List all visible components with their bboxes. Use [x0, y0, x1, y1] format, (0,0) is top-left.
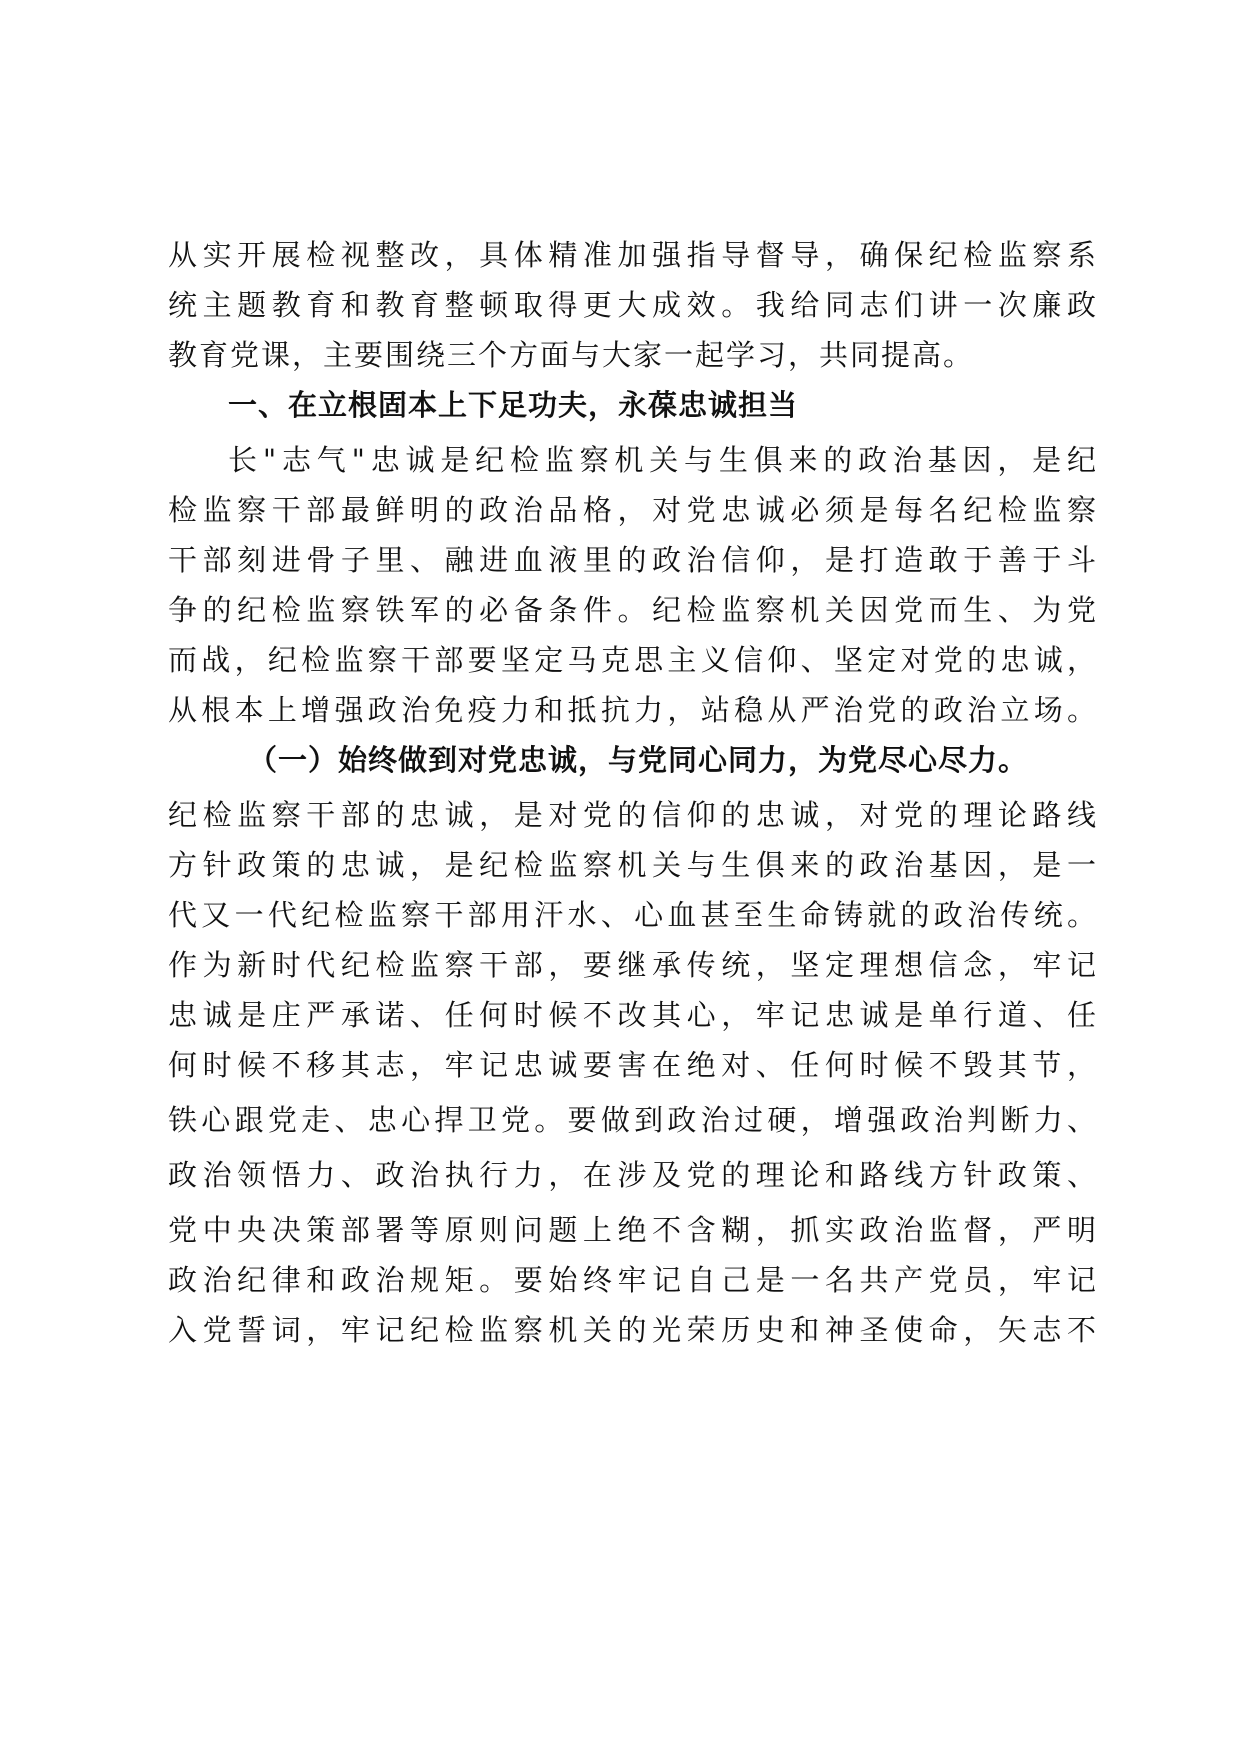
paragraph-3-line-7: 铁心跟党走、忠心捍卫党。要做到政治过硬，增强政治判断力、: [168, 1103, 1098, 1137]
paragraph-1-line-2: 统主题教育和教育整顿取得更大成效。我给同志们讲一次廉政: [168, 288, 1098, 322]
paragraph-3-line-9: 党中央决策部署等原则问题上绝不含糊，抓实政治监督，严明: [168, 1213, 1098, 1247]
paragraph-3-line-10: 政治纪律和政治规矩。要始终牢记自己是一名共产党员，牢记: [168, 1263, 1098, 1297]
section-heading-1: 一、在立根固本上下足功夫，永葆忠诚担当: [228, 388, 799, 422]
paragraph-2-line-3: 干部刻进骨子里、融进血液里的政治信仰，是打造敢于善于斗: [168, 543, 1098, 577]
paragraph-2-line-5: 而战，纪检监察干部要坚定马克思主义信仰、坚定对党的忠诚，: [168, 643, 1098, 677]
paragraph-3-line-2: 方针政策的忠诚，是纪检监察机关与生俱来的政治基因，是一: [168, 848, 1098, 882]
paragraph-3-line-8: 政治领悟力、政治执行力，在涉及党的理论和路线方针政策、: [168, 1158, 1098, 1192]
paragraph-2-line-1: 长"志气"忠诚是纪检监察机关与生俱来的政治基因，是纪: [228, 443, 1098, 477]
paragraph-2-line-4: 争的纪检监察铁军的必备条件。纪检监察机关因党而生、为党: [168, 593, 1098, 627]
paragraph-3-line-5: 忠诚是庄严承诺、任何时候不改其心，牢记忠诚是单行道、任: [168, 998, 1098, 1032]
paragraph-3-line-1: 纪检监察干部的忠诚，是对党的信仰的忠诚，对党的理论路线: [168, 798, 1098, 832]
paragraph-1-line-1: 从实开展检视整改，具体精准加强指导督导，确保纪检监察系: [168, 238, 1098, 272]
paragraph-2-line-2: 检监察干部最鲜明的政治品格，对党忠诚必须是每名纪检监察: [168, 493, 1098, 527]
subsection-heading-1: （一）始终做到对党忠诚，与党同心同力，为党尽心尽力。: [248, 743, 1029, 777]
paragraph-3-line-11: 入党誓词，牢记纪检监察机关的光荣历史和神圣使命，矢志不: [168, 1313, 1098, 1347]
paragraph-1-line-3: 教育党课，主要围绕三个方面与大家一起学习，共同提高。: [168, 338, 975, 372]
paragraph-3-line-4: 作为新时代纪检监察干部，要继承传统，坚定理想信念，牢记: [168, 948, 1098, 982]
paragraph-2-line-6: 从根本上增强政治免疫力和抵抗力，站稳从严治党的政治立场。: [168, 693, 1098, 727]
paragraph-3-line-3: 代又一代纪检监察干部用汗水、心血甚至生命铸就的政治传统。: [168, 898, 1098, 932]
paragraph-3-line-6: 何时候不移其志，牢记忠诚要害在绝对、任何时候不毁其节，: [168, 1048, 1098, 1082]
